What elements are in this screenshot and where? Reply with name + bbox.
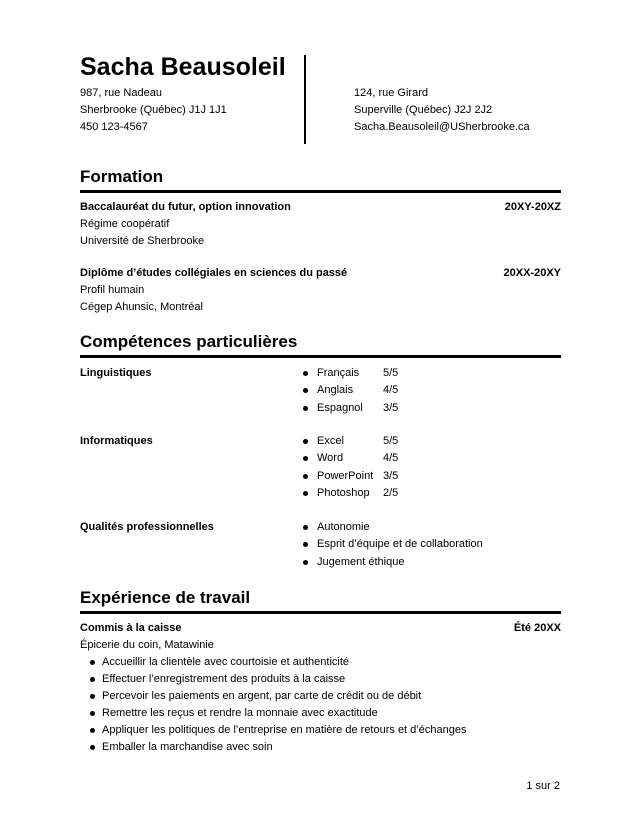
address-city: Sherbrooke (Québec) J1J 1J1 <box>80 104 227 116</box>
list-item: Excel 5/5 <box>300 433 398 450</box>
entry-title: Baccalauréat du futur, option innovation <box>80 201 291 213</box>
skill-list-qualities <box>300 519 483 571</box>
experience-entry <box>80 620 561 756</box>
list-item: Percevoir les paiements en argent, par carte de crédit ou de débit <box>87 688 561 705</box>
list-item: Jugement éthique <box>300 554 483 571</box>
entry-detail: Régime coopératif <box>80 218 170 230</box>
task-list <box>80 654 561 756</box>
list-item: Emballer la marchandise avec soin <box>87 739 561 756</box>
skill-group-label: Qualités professionnelles <box>80 521 214 533</box>
address-street: 987, rue Nadeau <box>80 87 162 99</box>
list-item: Word 4/5 <box>300 450 398 467</box>
entry-date: 20XY-20XZ <box>504 201 561 213</box>
entry-employer: Épicerie du coin, Matawinie <box>80 639 214 651</box>
list-item: Remettre les reçus et rendre la monnaie avec exactitude <box>87 705 561 722</box>
section-title-experience: Expérience de travail <box>80 588 251 607</box>
candidate-name: Sacha Beausoleil <box>80 53 286 81</box>
entry-title: Diplôme d’études collégiales en sciences du passé <box>80 267 348 279</box>
address-street-alt: 124, rue Girard <box>354 87 428 99</box>
section-title-competences: Compétences particulières <box>80 332 298 351</box>
skill-list-languages <box>300 365 398 417</box>
section-rule <box>80 190 561 193</box>
section-rule <box>80 355 561 358</box>
entry-date: Été 20XX <box>513 622 561 634</box>
formation-entry <box>80 199 561 250</box>
address-left <box>80 85 227 136</box>
skill-group-label: Informatiques <box>80 435 153 447</box>
address-city-alt: Superville (Québec) J2J 2J2 <box>354 104 493 116</box>
email-address: Sacha.Beausoleil@USherbrooke.ca <box>354 121 530 133</box>
entry-institution: Cégep Ahunsic, Montréal <box>80 301 203 313</box>
page-number: 1 sur 2 <box>526 780 560 792</box>
skill-list-software <box>300 433 398 502</box>
list-item: Esprit d’équipe et de collaboration <box>300 536 483 553</box>
entry-date: 20XX-20XY <box>503 267 561 279</box>
phone-number: 450 123-4567 <box>80 121 148 133</box>
list-item: Photoshop 2/5 <box>300 485 398 502</box>
list-item: Autonomie <box>300 519 483 536</box>
list-item: Français 5/5 <box>300 365 398 382</box>
header-divider <box>304 55 306 144</box>
section-rule <box>80 611 561 614</box>
list-item: Accueillir la clientèle avec courtoisie et authenticité <box>87 654 561 671</box>
list-item: Appliquer les politiques de l’entreprise en matière de retours et d’échanges <box>87 722 561 739</box>
list-item: Anglais 4/5 <box>300 382 398 399</box>
section-title-formation: Formation <box>80 167 164 186</box>
entry-institution: Université de Sherbrooke <box>80 235 205 247</box>
formation-entry <box>80 265 561 316</box>
list-item: Espagnol 3/5 <box>300 400 398 417</box>
address-right <box>354 85 530 136</box>
entry-title: Commis à la caisse <box>80 622 182 634</box>
list-item: Effectuer l’enregistrement des produits à la caisse <box>87 671 561 688</box>
list-item: PowerPoint 3/5 <box>300 468 398 485</box>
entry-detail: Profil humain <box>80 284 145 296</box>
skill-group-label: Linguistiques <box>80 367 152 379</box>
